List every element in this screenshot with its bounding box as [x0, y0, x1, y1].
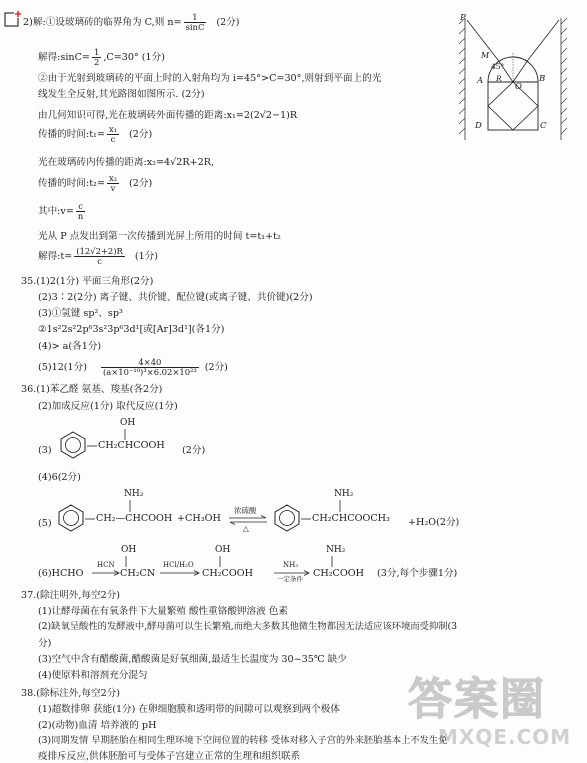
- bond-line: [87, 443, 97, 449]
- q36-5-water: +H₂O(2分): [408, 517, 460, 528]
- q38-line-1: (1)超数排卵 获能(1分) 在卵细胞膜和透明带的间隙可以观察到两个极体: [38, 704, 340, 715]
- q36-6-nitrile: CH₂CN: [120, 568, 156, 579]
- q37-line-2b: 分): [38, 638, 52, 649]
- bond-line: [337, 500, 343, 512]
- q36-5-nh2-right: NH₂: [334, 489, 354, 499]
- line-total-time: 光从 P 点发出到第一次传播到光屏上所用的时间 t=t₁+t₂: [38, 231, 281, 242]
- q36-6-start: (6)HCHO: [38, 568, 84, 579]
- line-sinc: 解得:sinC= $\frac{1}{2}$ ,C=30° (1分): [38, 47, 165, 67]
- figure-label-angle: 45°: [491, 62, 505, 71]
- line-distance-outside: 由几何知识可得,光在玻璃砖外面传播的距离:x₁=2(2√2−1)R: [38, 110, 298, 121]
- q38-line-3: (3)同期发情 早期胚胎在相同生理环境下空间位置的转移 受体对移入子宫的外来胚胎基本上不发生免: [38, 735, 448, 746]
- figure-label-m: M: [481, 51, 490, 60]
- q37-line-2: (2)缺氧呈酸性的发酵液中,酵母菌可以生长繁殖,而绝大多数其他微生物都因无法适应该环境而受抑制(3: [38, 621, 458, 632]
- line-light-path: 线发生全反射,其光路图如图所示. (2分): [38, 89, 205, 100]
- arrow-icon: [92, 570, 120, 576]
- add-note-icon[interactable]: [4, 10, 22, 28]
- q36-3-label: (3): [38, 445, 52, 456]
- fraction: $\frac{(12√2+2)R}{c}$: [76, 246, 123, 266]
- q36-6-oh-2: OH: [215, 545, 231, 555]
- q36-6-nh2: NH₂: [326, 545, 346, 555]
- q35-line-5: (4)> a(各1分): [38, 341, 102, 352]
- q38-line-4: 疫排斥反应,供体胚胎可与受体子宫建立正常的生理和组织联系: [38, 751, 301, 762]
- bond-line: [301, 516, 311, 522]
- figure-label-p: P: [460, 13, 466, 23]
- fraction: $\frac{1}{\sin C}$: [185, 12, 205, 32]
- fraction: $\frac{c}{n}$: [77, 201, 84, 221]
- watermark-text: 答案圈: [408, 674, 546, 725]
- bond-line: [217, 556, 223, 567]
- q36-6-condition: 一定条件: [277, 575, 303, 583]
- q36-line-2: (2)加成反应(1分) 取代反应(1分): [38, 401, 178, 412]
- bond-line: [123, 556, 129, 567]
- q36-6-hydroxy-acid: CH₂COOH: [202, 568, 253, 579]
- q36-5-catalyst: 浓硫酸: [234, 506, 257, 515]
- arrow-icon: [160, 570, 200, 576]
- q36-5-label: (5): [38, 518, 52, 529]
- q38-line-2: (2)(动物)血清 培养液的 pH: [38, 720, 157, 731]
- fraction: $\frac{\text{x₂}}{v}$: [108, 173, 118, 193]
- q35-line-3: (3)①氢键 sp²、sp³: [38, 308, 123, 319]
- line-critical-angle: 2)解:①设玻璃砖的临界角为 C,则 n= $\frac{1}{\sin C}$ (2分): [23, 12, 240, 32]
- figure-label-o: O: [515, 82, 522, 92]
- q36-3-oh: OH: [120, 418, 136, 428]
- q36-6-amino-acid: CH₂COOH: [313, 568, 364, 579]
- line-distance-inside: 光在玻璃砖内传播的距离:x₂=4√2R+2R,: [38, 157, 215, 168]
- q36-5-heat: △: [243, 524, 249, 533]
- q37-line-0: 37.(除注明外,每空2分): [21, 590, 121, 601]
- q36-6-reagent-3: NH₃: [283, 561, 299, 569]
- q36-line-1: 36.(1)苯乙醛 氨基、羧基(各2分): [21, 384, 163, 395]
- line-time-t1: 传播的时间:t₁= $\frac{\text{x₁}}{c}$ (2分): [38, 124, 153, 144]
- line-velocity: 其中:v= $\frac{c}{n}$: [38, 201, 84, 221]
- q36-6-reagent-2: HCl/H₂O: [163, 561, 194, 569]
- bond-line: [329, 556, 335, 567]
- q36-5-nh2-left: NH₂: [124, 489, 144, 499]
- benzene-ring-icon: [56, 503, 86, 533]
- q35-line-6: (5)12(1分) $\frac{4\times 40}{\text{(a×10⁻¹⁰)³×6.02×10²³}}$ (2分): [38, 357, 228, 377]
- q37-line-4: (4)使原料和溶剂充分混匀: [38, 670, 148, 681]
- figure-label-a: A: [477, 76, 484, 86]
- q38-line-0: 38.(除标注外,每空2分): [21, 688, 121, 699]
- q36-3-chain: CH₂CHCOOH: [98, 440, 165, 451]
- q35-line-1: 35.(1)2(1分) 平面三角形(2分): [21, 276, 154, 287]
- bond-line: [122, 429, 128, 440]
- q35-line-4: ②1s²2s²2p⁶3s²3p⁶3d¹[或[Ar]3d¹](各1分): [38, 324, 225, 335]
- light-path-diagram: [455, 12, 573, 142]
- q36-5-methanol: +CH₃OH: [177, 513, 221, 524]
- q35-line-2: (2)3∶2(2分) 离子键、共价键、配位键(或离子键、共价键)(2分): [38, 292, 313, 303]
- q36-6-reagent-1: HCN: [97, 561, 115, 569]
- line-time-t2: 传播的时间:t₂= $\frac{\text{x₂}}{v}$ (2分): [38, 173, 153, 193]
- q36-6-score: (3分,每个步骤1分): [377, 568, 458, 579]
- line-result: 解得:t= $\frac{(12√2+2)R}{c}$ (1分): [38, 246, 159, 266]
- fraction: $\frac{1}{2}$: [93, 47, 100, 67]
- bond-line: [127, 500, 133, 512]
- line-total-reflection: ②由于光射到玻璃砖的平面上时的入射角均为 i=45°>C=30°,则射到平面上的光: [38, 73, 382, 84]
- q36-5-left: CH₂—CHCOOH: [96, 513, 173, 524]
- watermark-logo: [398, 663, 583, 763]
- q37-line-1: (1)让酵母菌在有氧条件下大量繁殖 酸性重铬酸钾溶液 色素: [38, 606, 288, 617]
- figure-label-c: C: [540, 121, 547, 131]
- q36-3-score: (2分): [182, 445, 206, 456]
- fraction: $\frac{\text{x₁}}{c}$: [108, 124, 118, 144]
- q36-line-4: (4)6(2分): [38, 472, 81, 483]
- q37-line-3: (3)空气中含有醋酸菌,醋酸菌是好氧细菌,最适生长温度为 30~35℃ 缺少: [38, 654, 347, 665]
- fraction: $\frac{4\times 40}{\text{(a×10⁻¹⁰)³×6.02×10²³}}$: [102, 357, 197, 377]
- watermark-url: MXQE.COM: [438, 725, 572, 749]
- bond-line: [85, 516, 95, 522]
- benzene-ring-icon: [272, 503, 302, 533]
- q36-5-right: CH₂CHCOOCH₃: [312, 513, 390, 524]
- q36-6-oh-1: OH: [121, 545, 137, 555]
- figure-label-b: B: [539, 74, 546, 84]
- figure-label-r: R: [496, 74, 502, 83]
- figure-label-d: D: [475, 121, 482, 131]
- benzene-ring-icon: [58, 430, 88, 460]
